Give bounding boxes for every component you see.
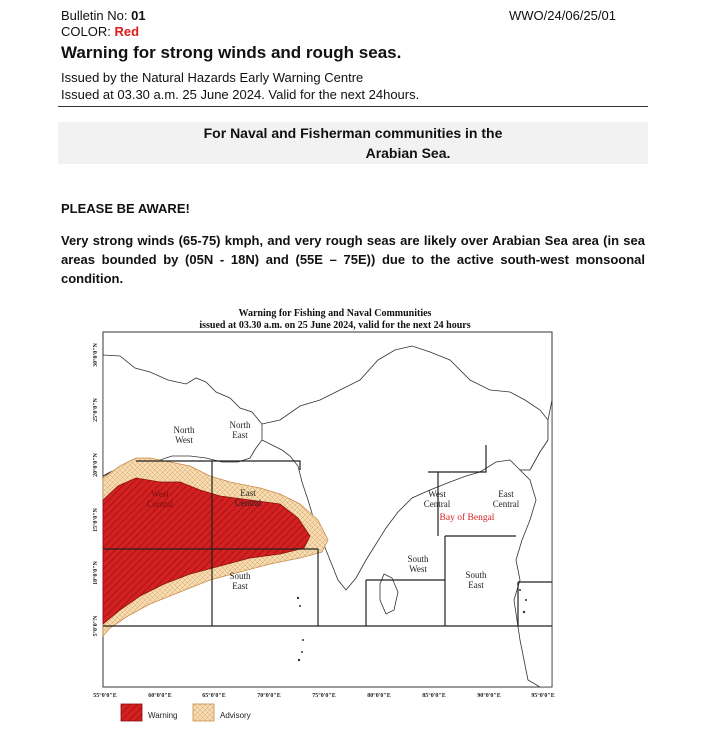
region-north-east-1: North — [229, 420, 251, 430]
lon-label: 80°0'0"E — [367, 693, 391, 699]
lon-label: 95°0'0"E — [531, 693, 555, 699]
legend-warning-swatch — [121, 704, 142, 721]
region-north-west-1: North — [173, 425, 195, 435]
lon-label: 55°0'0"E — [93, 693, 117, 699]
region-west-central-arabian-2: Central — [146, 499, 174, 509]
region-east-central-2: Central — [234, 498, 262, 508]
legend-warning-label: Warning — [148, 711, 178, 720]
region-west-central-arabian-1: West — [151, 489, 169, 499]
region-bay-south-west-1: South — [407, 554, 429, 564]
lat-label: 25°0'0"N — [93, 398, 99, 422]
bay-of-bengal-label: Bay of Bengal — [439, 513, 495, 523]
region-bay-east-central-2: Central — [492, 499, 520, 509]
alert-heading: PLEASE BE AWARE! — [61, 201, 190, 216]
region-east-central-1: East — [240, 488, 256, 498]
color-label: COLOR: — [61, 24, 115, 39]
longitude-labels — [93, 692, 554, 699]
issuer-line: Issued by the Natural Hazards Early Warning Centre — [61, 70, 364, 85]
region-north-west-2: West — [175, 435, 193, 445]
reference-number: WWO/24/06/25/01 — [509, 8, 616, 23]
region-bay-west-central-2: Central — [423, 499, 451, 509]
latitude-labels — [92, 342, 99, 636]
lon-label: 65°0'0"E — [202, 693, 226, 699]
region-bay-south-west-2: West — [409, 564, 427, 574]
issue-time-line: Issued at 03.30 a.m. 25 June 2024. Valid for the next 24hours. — [61, 87, 420, 102]
bulletin-label: Bulletin No: — [61, 8, 132, 23]
legend-advisory-label: Advisory — [220, 711, 251, 720]
audience-line-1: For Naval and Fisherman communities in the — [203, 125, 503, 141]
lon-label: 70°0'0"E — [257, 693, 281, 699]
lat-label: 15°0'0"N — [93, 508, 99, 532]
bulletin-number-value: 01 — [131, 8, 146, 23]
region-south-east-2: East — [232, 581, 248, 591]
region-south-east-1: South — [229, 571, 251, 581]
color-value: Red — [114, 24, 140, 39]
region-north-east-2: East — [232, 430, 248, 440]
region-bay-south-east-2: East — [468, 580, 484, 590]
lon-label: 60°0'0"E — [148, 693, 172, 699]
lon-label: 85°0'0"E — [422, 693, 446, 699]
lat-label: 30°0'0"N — [93, 343, 99, 367]
map-title-line-1: Warning for Fishing and Naval Communities — [238, 308, 432, 319]
lon-label: 75°0'0"E — [312, 693, 336, 699]
legend-advisory-swatch — [193, 704, 214, 721]
map-title-line-2: issued at 03.30 a.m. on 25 June 2024, valid for the next 24 hours — [199, 320, 471, 331]
document-title: Warning for strong winds and rough seas. — [61, 43, 402, 62]
alert-text: Very strong winds (65-75) kmph, and very rough seas are likely over Arabian Sea area (in sea areas bounded by (05N - 18N) and (55E – 75E)) due to the active south-west monsoonal condition. — [61, 233, 645, 286]
lon-label: 90°0'0"E — [477, 693, 501, 699]
lat-label: 10°0'0"N — [93, 561, 99, 585]
region-bay-south-east-1: South — [465, 570, 487, 580]
lat-label: 5°0'0"N — [93, 615, 99, 637]
lat-label: 20°0'0"N — [93, 453, 99, 477]
audience-line-2: Arabian Sea. — [365, 145, 451, 161]
region-bay-east-central-1: East — [498, 489, 514, 499]
region-bay-west-central-1: West — [428, 489, 446, 499]
